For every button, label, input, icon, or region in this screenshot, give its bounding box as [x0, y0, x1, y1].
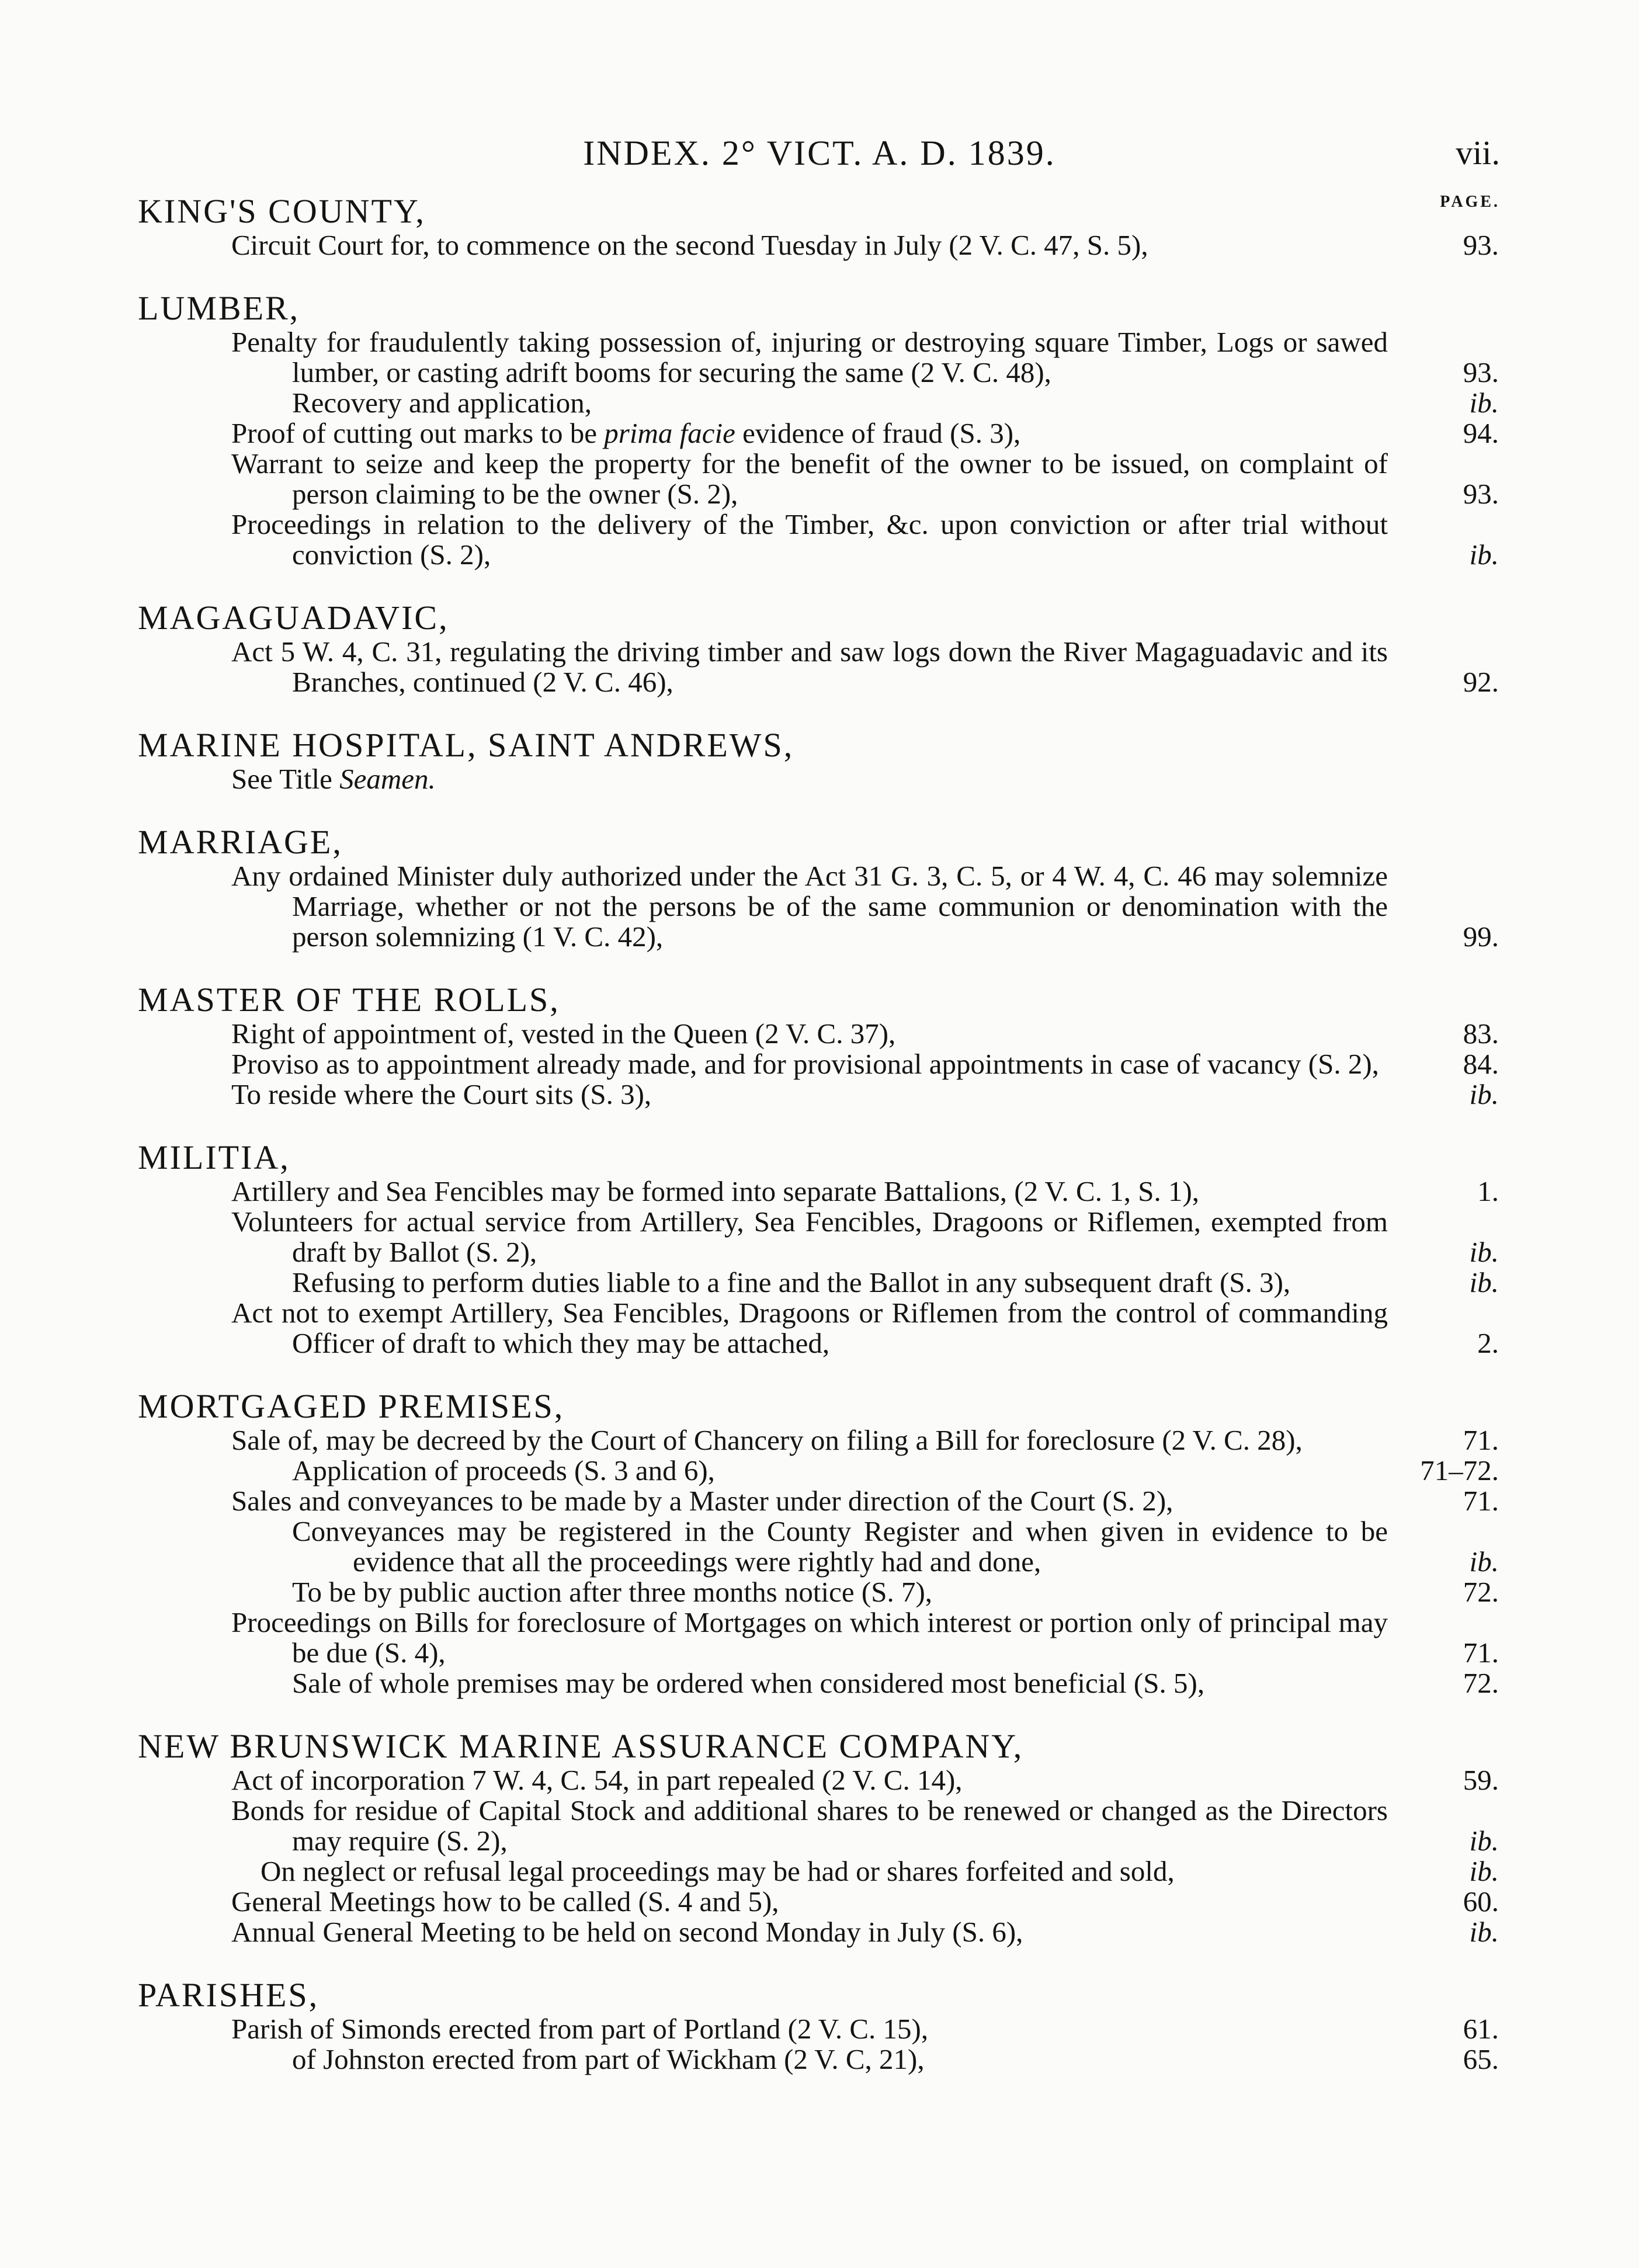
entry-text: Artillery and Sea Fencibles may be formed into separate Battalions, (2 V. C. 1, S. 1),: [231, 1175, 1200, 1207]
page-reference: 1.: [1477, 1175, 1499, 1207]
page-reference: 71.: [1463, 1637, 1499, 1669]
page-reference: 72.: [1463, 1576, 1499, 1608]
index-entry: [138, 1795, 1499, 1856]
entry-text: Refusing to perform duties liable to a fine and the Ballot in any subsequent draft (S. 3),: [292, 1266, 1291, 1298]
entry-text: To reside where the Court sits (S. 3),: [231, 1078, 652, 1110]
section-heading: MARINE HOSPITAL, SAINT ANDREWS,: [138, 726, 794, 764]
page-reference: ib.: [1469, 539, 1499, 571]
index-section: [138, 1977, 1499, 2075]
index-section: [138, 1388, 1499, 1699]
entry-text: Sales and conveyances to be made by a Master under direction of the Court (S. 2),: [231, 1485, 1173, 1517]
index-entry: [138, 1425, 1499, 1456]
page-reference: 59.: [1463, 1764, 1499, 1796]
index-entry: [138, 327, 1499, 388]
entry-text: Act 5 W. 4, C. 31, regulating the driving timber and saw logs down the River Magaguadavic and its Branches, continued (2 V. C. 46),: [231, 635, 1388, 698]
index-entry: [138, 1668, 1499, 1699]
index-section: [138, 1139, 1499, 1359]
index-entry: [138, 388, 1499, 418]
entry-text: Penalty for fraudulently taking possession of, injuring or destroying square Timber, Logs or sawed lumber, or casting adrift booms for securing the same (2 V. C. 48),: [231, 326, 1388, 388]
entry-text: Parish of Simonds erected from part of Portland (2 V. C. 15),: [231, 2013, 929, 2045]
page-reference: 93.: [1463, 356, 1499, 388]
entry-text: Warrant to seize and keep the property for the benefit of the owner to be issued, on complaint of person claiming to be the owner (S. 2),: [231, 447, 1388, 510]
index-entry: [138, 509, 1499, 570]
entry-text: of Johnston erected from part of Wickham (2 V. C, 21),: [292, 2043, 925, 2075]
entry-text: Proceedings on Bills for foreclosure of Mortgages on which interest or portion only of principal may be due (S. 4),: [231, 1606, 1388, 1669]
entry-text: Sale of, may be decreed by the Court of Chancery on filing a Bill for foreclosure (2 V. C. 28),: [231, 1424, 1303, 1456]
page-reference: 93.: [1463, 229, 1499, 261]
entry-text: Recovery and application,: [292, 387, 592, 419]
entry-text: Right of appointment of, vested in the Queen (2 V. C. 37),: [231, 1017, 896, 1050]
entry-text: Proceedings in relation to the delivery of the Timber, &c. upon conviction or after trial without conviction (S. 2),: [231, 508, 1388, 571]
section-heading: MAGAGUADAVIC,: [138, 599, 449, 637]
index-entry: [138, 1267, 1499, 1298]
index-entry: [138, 1917, 1499, 1947]
page-reference: 65.: [1463, 2043, 1499, 2075]
index-entry: [138, 1207, 1499, 1267]
section-heading: MILITIA,: [138, 1138, 290, 1176]
index-entry: [138, 1577, 1499, 1607]
index-entry: [138, 1765, 1499, 1795]
index-entry: [138, 1298, 1499, 1359]
page-reference: 71.: [1463, 1485, 1499, 1517]
section-heading: MORTGAGED PREMISES,: [138, 1387, 565, 1425]
entry-text: See Title: [231, 763, 340, 795]
page-reference: ib.: [1469, 1855, 1499, 1887]
index-section: [138, 981, 1499, 1110]
entry-text: Act of incorporation 7 W. 4, C. 54, in part repealed (2 V. C. 14),: [231, 1764, 963, 1796]
index-entry: [138, 1887, 1499, 1917]
entry-text: Circuit Court for, to commence on the second Tuesday in July (2 V. C. 47, S. 5),: [231, 229, 1148, 261]
page-reference: 71.: [1463, 1424, 1499, 1456]
entry-text-italic: Seamen.: [339, 763, 436, 795]
index-section: [138, 599, 1499, 697]
page-reference: 60.: [1463, 1885, 1499, 1918]
index-section: [138, 290, 1499, 570]
entry-text-italic: prima facie: [604, 417, 735, 449]
page-reference: 2.: [1477, 1327, 1499, 1359]
page-reference: 71–72.: [1420, 1454, 1499, 1486]
section-heading: MARRIAGE,: [138, 823, 343, 861]
index-entry: [138, 1176, 1499, 1207]
index-entry: [138, 1079, 1499, 1110]
entry-text: Volunteers for actual service from Artillery, Sea Fencibles, Dragoons or Riflemen, exempted from draft by Ballot (S. 2),: [231, 1206, 1388, 1268]
index-entry: [138, 1486, 1499, 1516]
index-entry: [138, 449, 1499, 509]
index-entry: [138, 1607, 1499, 1668]
entry-text: Conveyances may be registered in the County Register and when given in evidence to be evidence that all the proceedings were rightly had and done,: [292, 1515, 1388, 1578]
index-entry: [138, 861, 1499, 952]
section-heading: PARISHES,: [138, 1976, 320, 2014]
index-entry: [138, 2044, 1499, 2075]
entry-text: Proviso as to appointment already made, and for provisional appointments in case of vacancy (S. 2),: [231, 1048, 1379, 1080]
page-reference: ib.: [1469, 1825, 1499, 1857]
index-entry: [138, 764, 1499, 794]
entry-text: evidence of fraud (S. 3),: [735, 417, 1021, 449]
page-reference: ib.: [1469, 1078, 1499, 1110]
page-reference: 99.: [1463, 921, 1499, 953]
page-reference: 61.: [1463, 2013, 1499, 2045]
page-reference: 93.: [1463, 478, 1499, 510]
index-entry: [138, 2014, 1499, 2044]
page-reference: ib.: [1469, 387, 1499, 419]
section-heading: LUMBER,: [138, 289, 300, 327]
entry-text: Any ordained Minister duly authorized under the Act 31 G. 3, C. 5, or 4 W. 4, C. 46 may solemnize Marriage, whether or not the persons be of the same communion or denomination with the person solemnizing (1 V. C. 42),: [231, 860, 1388, 953]
index-entry: [138, 1856, 1499, 1887]
index-entry: [138, 637, 1499, 697]
page-reference: ib.: [1469, 1236, 1499, 1268]
page-reference: 72.: [1463, 1667, 1499, 1699]
index-section: [138, 727, 1499, 794]
entry-text: Sale of whole premises may be ordered when considered most beneficial (S. 5),: [292, 1667, 1205, 1699]
index-body: [138, 193, 1499, 2104]
page-title: INDEX. 2° VICT. A. D. 1839.: [583, 134, 1056, 172]
page-reference: ib.: [1469, 1266, 1499, 1298]
entry-text: Proof of cutting out marks to be: [231, 417, 605, 449]
entry-text: Act not to exempt Artillery, Sea Fencibles, Dragoons or Riflemen from the control of commanding Officer of draft to which they may be attached,: [231, 1297, 1388, 1359]
page-reference: 94.: [1463, 417, 1499, 449]
index-entry: [138, 1019, 1499, 1049]
entry-text: Application of proceeds (S. 3 and 6),: [292, 1454, 715, 1486]
section-heading: KING'S COUNTY,: [138, 192, 426, 230]
index-section: [138, 1728, 1499, 1947]
page-number: vii.: [1456, 134, 1500, 172]
running-head: [0, 133, 1639, 174]
entry-text: Bonds for residue of Capital Stock and additional shares to be renewed or changed as the Directors may require (S. 2),: [231, 1794, 1388, 1857]
section-heading: NEW BRUNSWICK MARINE ASSURANCE COMPANY,: [138, 1727, 1024, 1765]
entry-text: On neglect or refusal legal proceedings may be had or shares forfeited and sold,: [261, 1855, 1175, 1887]
entry-text: General Meetings how to be called (S. 4 and 5),: [231, 1885, 779, 1918]
entry-text: Annual General Meeting to be held on second Monday in July (S. 6),: [231, 1916, 1023, 1948]
index-section: [138, 193, 1499, 261]
index-entry: [138, 1456, 1499, 1486]
index-entry: [138, 230, 1499, 261]
index-entry: [138, 1516, 1499, 1577]
page-reference: 84.: [1463, 1048, 1499, 1080]
page-reference: 92.: [1463, 666, 1499, 698]
index-entry: [138, 1049, 1499, 1079]
entry-text: To be by public auction after three months notice (S. 7),: [292, 1576, 933, 1608]
index-entry: [138, 418, 1499, 449]
section-heading: MASTER OF THE ROLLS,: [138, 981, 560, 1019]
page-reference: 83.: [1463, 1017, 1499, 1050]
page-reference: ib.: [1469, 1916, 1499, 1948]
page-column-label: PAGE.: [1440, 193, 1500, 211]
index-section: [138, 824, 1499, 952]
page-reference: ib.: [1469, 1545, 1499, 1578]
